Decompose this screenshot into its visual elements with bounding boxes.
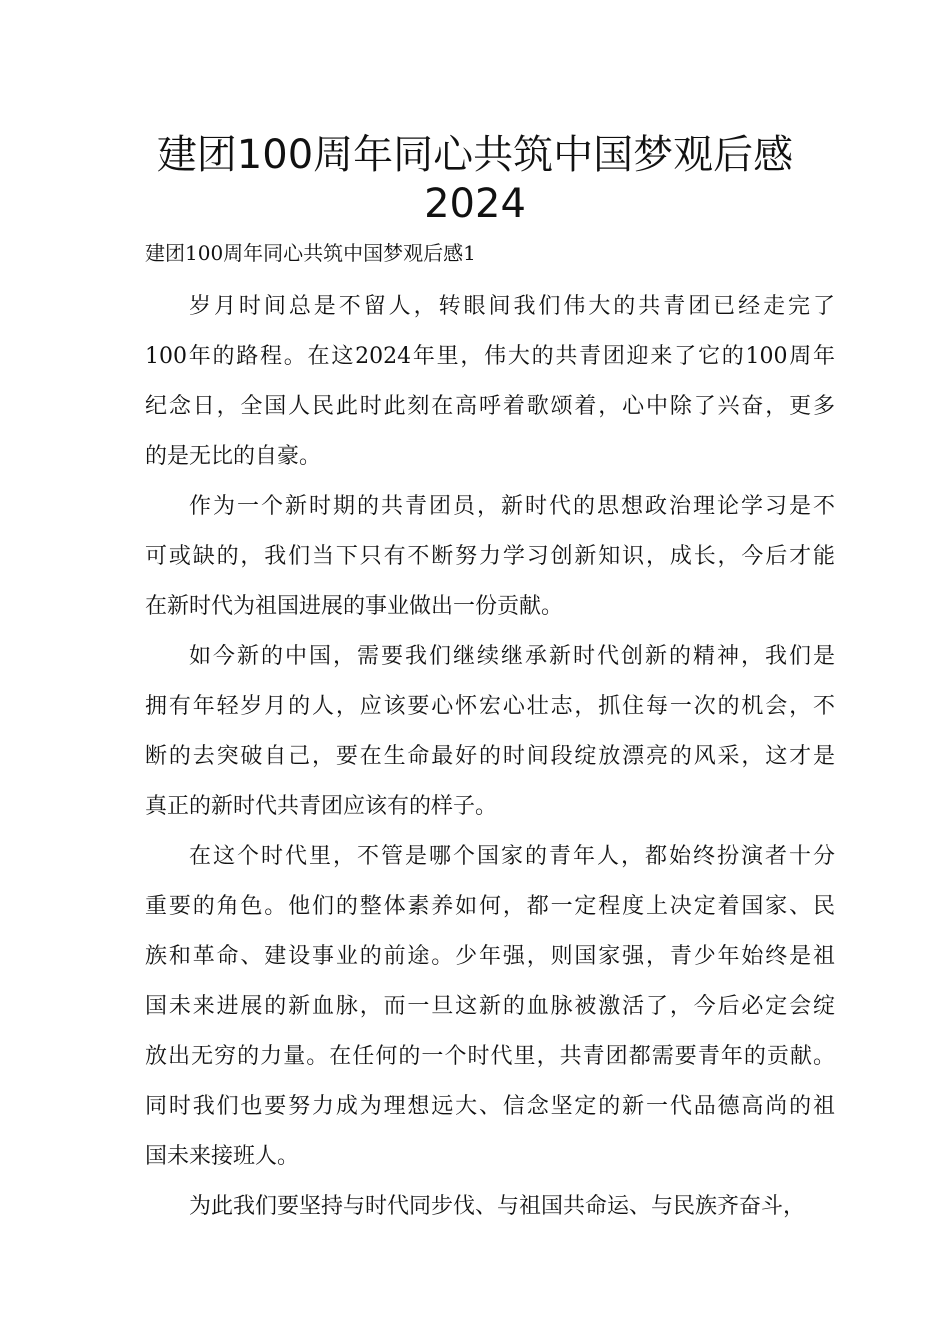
paragraph-line: 断的去突破自己，要在生命最好的时间段绽放漂亮的风采，这才是 bbox=[145, 744, 835, 769]
paragraph-line: 族和革命、建设事业的前途。少年强，则国家强，青少年始终是祖 bbox=[145, 944, 835, 969]
paragraph-line: 重要的角色。他们的整体素养如何，都一定程度上决定着国家、民 bbox=[145, 894, 835, 919]
paragraph-line: 100年的路程。在这2024年里，伟大的共青团迎来了它的100周年 bbox=[145, 344, 835, 369]
paragraph-line: 放出无穷的力量。在任何的一个时代里，共青团都需要青年的贡献。 bbox=[145, 1044, 835, 1069]
paragraph-line: 作为一个新时期的共青团员，新时代的思想政治理论学习是不 bbox=[189, 494, 835, 519]
paragraph-line: 真正的新时代共青团应该有的样子。 bbox=[145, 794, 498, 819]
document-subtitle: 建团100周年同心共筑中国梦观后感1 bbox=[145, 241, 476, 265]
paragraph-line: 在新时代为祖国进展的事业做出一份贡献。 bbox=[145, 594, 564, 619]
paragraph-3 bbox=[145, 632, 835, 832]
paragraph-1 bbox=[145, 282, 835, 482]
document-body bbox=[145, 282, 835, 1232]
paragraph-2 bbox=[145, 482, 835, 632]
paragraph-line: 岁月时间总是不留人，转眼间我们伟大的共青团已经走完了 bbox=[189, 294, 835, 319]
paragraph-line: 可或缺的，我们当下只有不断努力学习创新知识，成长，今后才能 bbox=[145, 544, 835, 569]
paragraph-4 bbox=[145, 832, 835, 1182]
paragraph-line: 的是无比的自豪。 bbox=[145, 444, 322, 469]
paragraph-line: 在这个时代里，不管是哪个国家的青年人，都始终扮演者十分 bbox=[189, 844, 835, 869]
paragraph-line: 国未来接班人。 bbox=[145, 1144, 300, 1169]
paragraph-line: 纪念日，全国人民此时此刻在高呼着歌颂着，心中除了兴奋，更多 bbox=[145, 394, 835, 419]
paragraph-line: 同时我们也要努力成为理想远大、信念坚定的新一代品德高尚的祖 bbox=[145, 1094, 835, 1119]
document-title-line-1: 建团100周年同心共筑中国梦观后感 bbox=[156, 132, 794, 178]
document-title-line-2: 2024 bbox=[424, 181, 526, 227]
paragraph-line: 国未来进展的新血脉，而一旦这新的血脉被激活了，今后必定会绽 bbox=[145, 994, 835, 1019]
paragraph-line: 如今新的中国，需要我们继续继承新时代创新的精神，我们是 bbox=[189, 644, 835, 669]
paragraph-line: 拥有年轻岁月的人，应该要心怀宏心壮志，抓住每一次的机会，不 bbox=[145, 694, 835, 719]
paragraph-5 bbox=[145, 1182, 835, 1232]
paragraph-line: 为此我们要坚持与时代同步伐、与祖国共命运、与民族齐奋斗， bbox=[189, 1194, 806, 1219]
